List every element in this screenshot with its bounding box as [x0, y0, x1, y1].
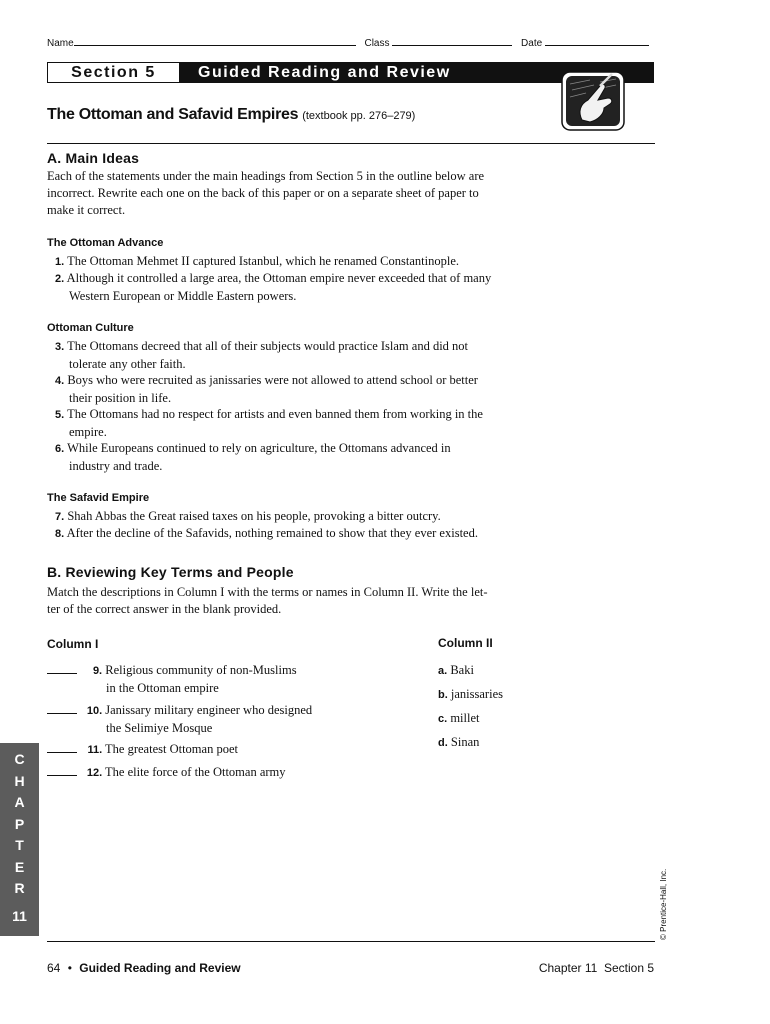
item-number: 10. — [86, 705, 103, 717]
part-b-instructions — [47, 584, 488, 618]
item-number: 8. — [55, 528, 65, 540]
group-heading-ottoman-advance: The Ottoman Advance — [47, 237, 164, 249]
class-blank[interactable] — [392, 36, 512, 46]
textbook-pages: (textbook pp. 276–279) — [302, 110, 416, 122]
option-letter: a. — [438, 665, 448, 677]
item-text-continued: industry and trade. — [69, 459, 163, 473]
item-number: 9. — [92, 665, 103, 677]
page-title — [47, 106, 415, 124]
option-letter: c. — [438, 713, 448, 725]
main-idea-item — [55, 338, 468, 373]
chapter-letter: E — [14, 858, 25, 875]
group-heading-ottoman-culture: Ottoman Culture — [47, 322, 134, 334]
chapter-letter: R — [14, 880, 25, 896]
instruction-line: incorrect. Rewrite each one on the back of this paper or on a separate sheet of paper to — [47, 186, 479, 200]
chapter-number: 11 — [12, 907, 27, 924]
option-letter: b. — [438, 689, 448, 701]
matching-item — [47, 764, 286, 782]
item-text: Boys who were recruited as janissaries were not allowed to attend school or better — [67, 373, 478, 387]
part-a-heading: A. Main Ideas — [47, 150, 140, 166]
chapter-tab — [0, 743, 39, 936]
item-text: The Ottoman Mehmet II captured Istanbul, which he renamed Constantinople. — [67, 254, 459, 268]
class-label: Class — [364, 38, 390, 49]
answer-blank[interactable] — [47, 703, 77, 714]
main-idea-item — [55, 270, 491, 305]
item-number: 6. — [55, 443, 65, 455]
name-blank[interactable] — [74, 36, 356, 46]
answer-blank[interactable] — [47, 742, 77, 753]
item-number: 5. — [55, 409, 65, 421]
main-idea-item — [55, 406, 483, 441]
option-term: Baki — [450, 663, 474, 677]
column-2-heading: Column II — [438, 636, 493, 650]
item-number: 4. — [55, 375, 65, 387]
instruction-line: Each of the statements under the main headings from Section 5 in the outline below are — [47, 169, 485, 183]
term-option — [438, 686, 503, 704]
chapter-letter: T — [15, 837, 24, 853]
item-text-continued: tolerate any other faith. — [69, 357, 186, 371]
instruction-line: Match the descriptions in Column I with the terms or names in Column II. Write the let- — [47, 585, 488, 599]
item-number: 3. — [55, 341, 65, 353]
item-text-continued: their position in life. — [69, 391, 172, 405]
item-number: 7. — [55, 511, 65, 523]
item-number: 11. — [87, 744, 103, 756]
footer-left — [47, 961, 241, 975]
chapter-letter: P — [14, 815, 25, 832]
answer-blank[interactable] — [47, 765, 77, 776]
name-class-date-line — [47, 36, 655, 49]
item-text-continued: empire. — [69, 425, 107, 439]
answer-blank[interactable] — [47, 663, 77, 674]
writing-hand-icon — [560, 70, 626, 132]
item-text: The elite force of the Ottoman army — [105, 765, 286, 779]
main-idea-item — [55, 372, 478, 407]
item-number: 1. — [55, 256, 65, 268]
part-b-heading: B. Reviewing Key Terms and People — [47, 564, 294, 580]
item-text-continued: Western European or Middle Eastern powers. — [69, 289, 297, 303]
matching-item — [47, 662, 297, 697]
item-number: 2. — [55, 273, 65, 285]
chapter-letter: A — [14, 794, 25, 810]
section-label: Section 5 — [71, 64, 156, 81]
section-title: Guided Reading and Review — [198, 64, 451, 81]
term-option — [438, 734, 479, 752]
item-text: While Europeans continued to rely on agriculture, the Ottomans advanced in — [67, 441, 451, 455]
part-a-instructions — [47, 168, 484, 219]
footer-divider — [47, 941, 655, 942]
name-label: Name — [47, 38, 74, 49]
matching-item — [47, 741, 238, 759]
matching-item — [47, 702, 312, 737]
option-letter: d. — [438, 737, 448, 749]
instruction-line: ter of the correct answer in the blank provided. — [47, 602, 282, 616]
date-blank[interactable] — [545, 36, 649, 46]
date-label: Date — [521, 38, 543, 49]
title-divider — [47, 143, 655, 144]
column-1-heading: Column I — [47, 637, 99, 651]
title-main: The Ottoman and Safavid Empires — [47, 106, 299, 123]
instruction-line: make it correct. — [47, 203, 126, 217]
item-text: The Ottomans had no respect for artists and even banned them from working in the — [67, 407, 483, 421]
main-idea-item — [55, 508, 441, 526]
item-text: The greatest Ottoman poet — [105, 742, 238, 756]
item-text: Religious community of non-Muslims — [105, 663, 297, 677]
item-text-continued: the Selimiye Mosque — [106, 721, 213, 735]
main-idea-item — [55, 440, 451, 475]
item-text: Janissary military engineer who designed — [105, 703, 313, 717]
chapter-letter: C — [14, 751, 25, 767]
copyright-notice: © Prentice-Hall, Inc. — [659, 868, 668, 940]
chapter-letter: H — [14, 772, 25, 789]
footer-chapter-section: Chapter 11 Section 5 — [538, 961, 654, 975]
option-term: janissaries — [450, 687, 503, 701]
page-number: 64 — [47, 961, 61, 975]
item-number: 12. — [86, 767, 103, 779]
item-text: Although it controlled a large area, the Ottoman empire never exceeded that of many — [66, 271, 492, 285]
term-option — [438, 710, 479, 728]
term-option — [438, 662, 474, 680]
main-idea-item — [55, 525, 478, 543]
option-term: Sinan — [450, 735, 480, 749]
item-text-continued: in the Ottoman empire — [106, 681, 219, 695]
item-text: Shah Abbas the Great raised taxes on his people, provoking a bitter outcry. — [67, 509, 441, 523]
item-text: The Ottomans decreed that all of their subjects would practice Islam and did not — [67, 339, 469, 353]
group-heading-safavid-empire: The Safavid Empire — [47, 492, 150, 504]
footer-bullet: • — [67, 961, 72, 975]
main-idea-item — [55, 253, 459, 271]
option-term: millet — [450, 711, 480, 725]
section-label-box — [47, 62, 180, 83]
footer-title: Guided Reading and Review — [79, 961, 241, 975]
item-text: After the decline of the Safavids, nothing remained to show that they ever existed. — [66, 526, 478, 540]
